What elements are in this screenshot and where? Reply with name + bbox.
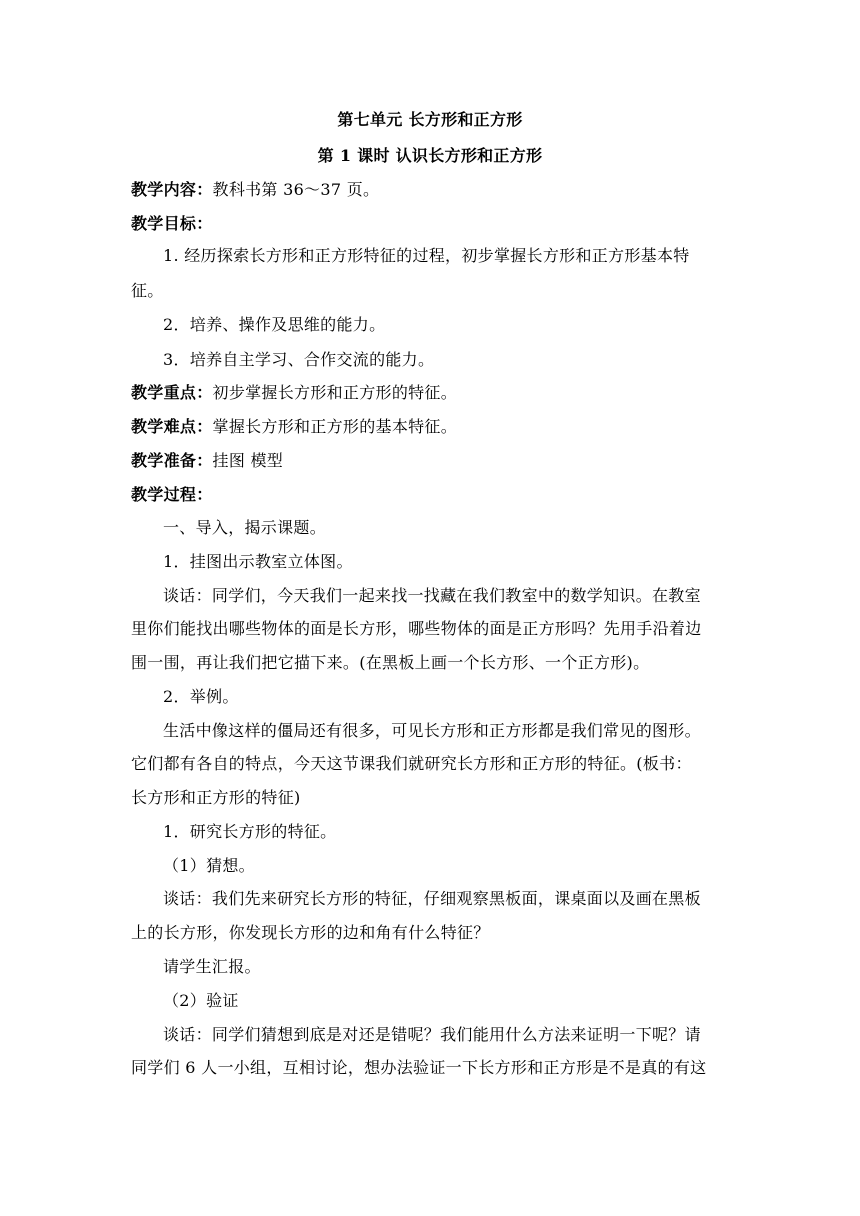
teaching-content	[131, 180, 731, 200]
process-line: 谈话：同学们猜想到底是对还是错呢？我们能用什么方法来证明一下呢？请	[163, 1025, 701, 1044]
objective-item: 3．培养自主学习、合作交流的能力。	[163, 350, 435, 369]
objective-item: 2．培养、操作及思维的能力。	[163, 315, 386, 334]
process-line: 长方形和正方形的特征)	[131, 788, 301, 807]
process-line: 生活中像这样的僵局还有很多，可见长方形和正方形都是我们常见的图形。	[163, 721, 701, 740]
objectives-heading: 教学目标：	[131, 214, 213, 233]
process-line: 1．研究长方形的特征。	[163, 822, 337, 841]
process-line: 谈话：我们先来研究长方形的特征，仔细观察黑板面，课桌面以及画在黑板	[163, 889, 701, 908]
teaching-content-text: 教科书第 36～37 页。	[212, 180, 380, 199]
process-line: 一、导入，揭示课题。	[163, 518, 327, 537]
process-label	[131, 485, 731, 505]
difficulty-text: 掌握长方形和正方形的基本特征。	[212, 417, 458, 436]
process-line: 围一围，再让我们把它描下来。(在黑板上画一个长方形、一个正方形)。	[131, 653, 650, 672]
process-line: （1）猜想。	[163, 856, 255, 875]
process-line: 2．举例。	[163, 687, 239, 706]
preparation-label: 教学准备：	[131, 451, 213, 470]
process-line: 上的长方形，你发现长方形的边和角有什么特征？	[131, 923, 490, 942]
unit-title: 第七单元 长方形和正方形	[337, 110, 523, 129]
difficulty-label: 教学难点：	[131, 417, 213, 436]
process-line: 同学们 6 人一小组，互相讨论，想办法验证一下长方形和正方形是不是真的有这	[131, 1058, 707, 1077]
process-heading: 教学过程：	[131, 485, 213, 504]
process-line: 请学生汇报。	[163, 957, 261, 976]
process-line: 谈话：同学们，今天我们一起来找一找藏在我们教室中的数学知识。在教室	[163, 586, 701, 605]
preparation	[131, 451, 731, 471]
lesson-title: 第 1 课时 认识长方形和正方形	[317, 146, 543, 165]
objective-item: 征。	[131, 281, 164, 300]
process-line: （2）验证	[163, 991, 239, 1010]
difficulty	[131, 417, 731, 437]
teaching-content-label: 教学内容：	[131, 180, 213, 199]
objective-text: 1. 经历探索长方形和正方形特征的过程，初步掌握长方形和正方形基本特	[163, 246, 690, 265]
objectives-label	[131, 214, 731, 234]
key-point	[131, 383, 731, 403]
process-line: 1．挂图出示教室立体图。	[163, 552, 353, 571]
process-line: 里你们能找出哪些物体的面是长方形，哪些物体的面是正方形吗？先用手沿着边	[131, 619, 702, 638]
key-point-label: 教学重点：	[131, 383, 213, 402]
preparation-text: 挂图 模型	[212, 451, 284, 470]
objective-item	[163, 246, 763, 266]
key-point-text: 初步掌握长方形和正方形的特征。	[212, 383, 458, 402]
process-line: 它们都有各自的特点，今天这节课我们就研究长方形和正方形的特征。(板书：	[131, 754, 692, 773]
